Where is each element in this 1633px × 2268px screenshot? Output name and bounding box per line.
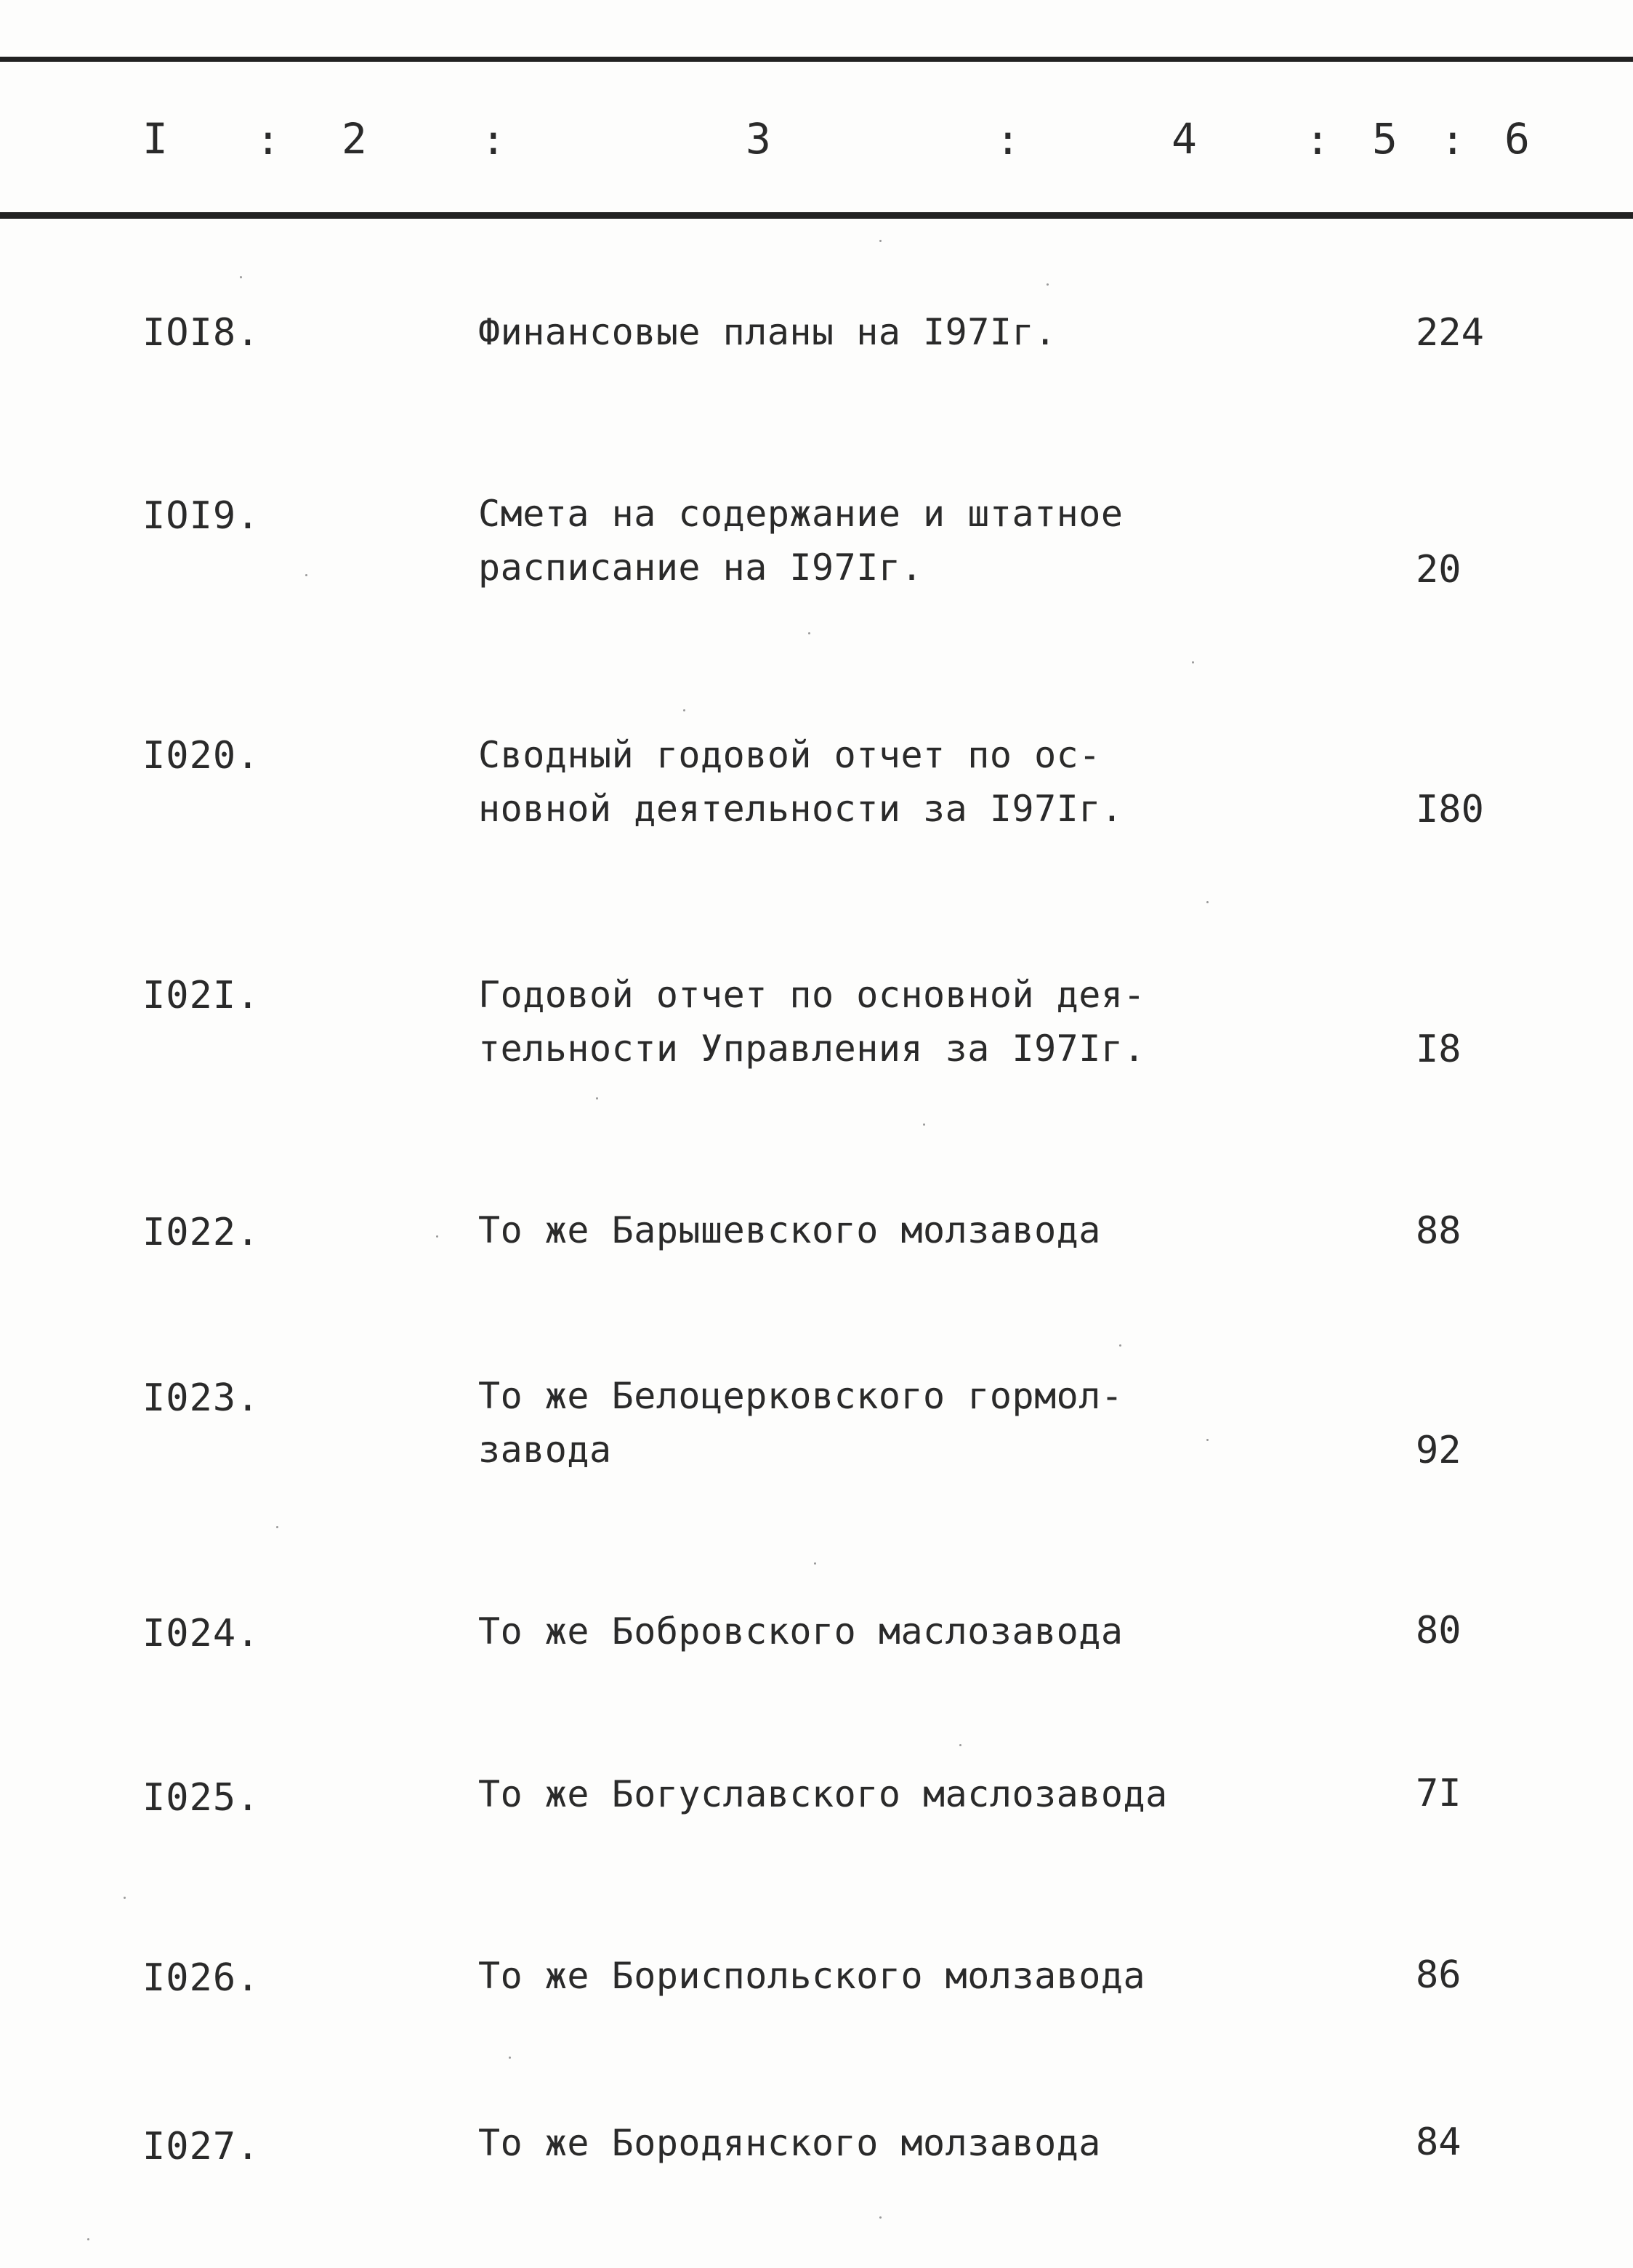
scan-speck bbox=[124, 1897, 126, 1899]
scan-speck bbox=[1047, 283, 1049, 286]
item-sheet-count: 20 bbox=[1416, 548, 1461, 592]
item-number: IOI9. bbox=[142, 494, 260, 538]
item-number: I026. bbox=[142, 1956, 260, 2000]
item-title: Смета на содержание и штатное расписание на I97Iг. bbox=[478, 493, 1124, 589]
scan-speck bbox=[436, 1235, 438, 1238]
item-number: I020. bbox=[142, 734, 260, 778]
item-sheet-count: 224 bbox=[1416, 311, 1484, 355]
scan-speck bbox=[959, 1744, 961, 1746]
item-sheet-count: 88 bbox=[1416, 1209, 1461, 1253]
item-number: I022. bbox=[142, 1211, 260, 1254]
item-sheet-count: 92 bbox=[1416, 1429, 1461, 1472]
scan-speck bbox=[240, 276, 242, 278]
item-title: То же Бориспольского молзавода bbox=[478, 1955, 1146, 1997]
header-rule bbox=[0, 212, 1633, 219]
column-separator: : bbox=[256, 117, 281, 164]
scan-speck bbox=[1206, 1439, 1209, 1441]
item-title: Годовой отчет по основной дея- тельности Управления за I97Iг. bbox=[478, 974, 1146, 1070]
item-title: Финансовые планы на I97Iг. bbox=[478, 311, 1057, 353]
scan-speck bbox=[1119, 1344, 1121, 1347]
item-number: I025. bbox=[142, 1776, 260, 1820]
item-number: I024. bbox=[142, 1612, 260, 1655]
scan-speck bbox=[808, 632, 810, 634]
column-header-6: 6 bbox=[1504, 114, 1530, 164]
item-sheet-count: 84 bbox=[1416, 2120, 1461, 2164]
top-rule bbox=[0, 57, 1633, 62]
scan-speck bbox=[879, 240, 882, 242]
item-number: I027. bbox=[142, 2125, 260, 2168]
scan-speck bbox=[879, 2216, 882, 2219]
scan-speck bbox=[1192, 661, 1194, 663]
item-sheet-count: I8 bbox=[1416, 1028, 1461, 1071]
scan-speck bbox=[1206, 901, 1209, 903]
column-header-5: 5 bbox=[1372, 114, 1398, 164]
item-title: То же Богуславского маслозавода bbox=[478, 1773, 1168, 1815]
scan-speck bbox=[509, 2057, 511, 2059]
column-header-4: 4 bbox=[1172, 114, 1197, 164]
scan-speck bbox=[87, 2238, 89, 2240]
item-title: То же Белоцерковского гормол- завода bbox=[478, 1375, 1124, 1471]
scan-speck bbox=[923, 1123, 925, 1126]
item-sheet-count: 86 bbox=[1416, 1953, 1461, 1997]
scan-speck bbox=[305, 574, 307, 576]
column-separator: : bbox=[996, 117, 1020, 164]
item-number: I02I. bbox=[142, 974, 260, 1017]
column-separator: : bbox=[1440, 117, 1465, 164]
item-sheet-count: I80 bbox=[1416, 788, 1484, 831]
item-title: То же Бобровского маслозавода bbox=[478, 1610, 1124, 1652]
item-title: Сводный годовой отчет по ос- новной деятельности за I97Iг. bbox=[478, 734, 1124, 830]
column-separator: : bbox=[1305, 117, 1330, 164]
item-number: I023. bbox=[142, 1376, 260, 1420]
item-sheet-count: 80 bbox=[1416, 1609, 1461, 1652]
column-header-1: I bbox=[142, 114, 168, 164]
item-title: То же Бородянского молзавода bbox=[478, 2122, 1101, 2164]
item-sheet-count: 7I bbox=[1416, 1772, 1461, 1815]
item-title: То же Барышевского молзавода bbox=[478, 1209, 1101, 1251]
column-separator: : bbox=[481, 117, 506, 164]
scan-speck bbox=[276, 1526, 278, 1528]
column-header-2: 2 bbox=[342, 114, 367, 164]
scan-speck bbox=[596, 1097, 598, 1099]
column-header-3: 3 bbox=[746, 114, 771, 164]
item-number: IOI8. bbox=[142, 311, 260, 355]
scan-speck bbox=[683, 709, 685, 711]
scan-speck bbox=[814, 1562, 816, 1565]
